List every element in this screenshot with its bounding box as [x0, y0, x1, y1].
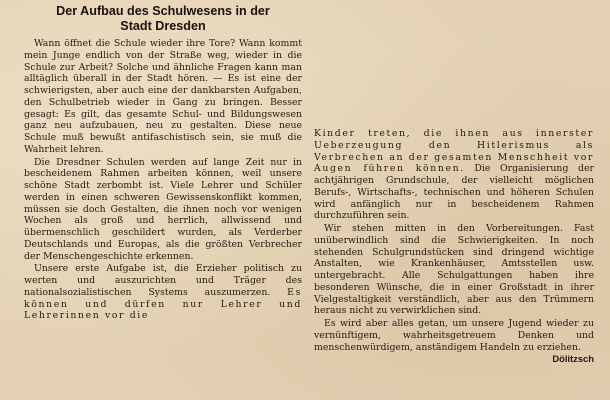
paragraph-3-spaced-text: Es können und dürfen nur Lehrer und Lehrerinnen vor die	[24, 286, 302, 322]
paragraph-6	[314, 318, 594, 365]
right-column	[314, 128, 594, 365]
article-title-line1: Der Aufbau des Schulwesens in der	[56, 4, 270, 18]
paragraph-4	[314, 128, 594, 222]
paragraph-4-text: Die Organisierung der achtjährigen Grundschule, der vielleicht möglichen Berufs-, Wirtschafts-, technischen und höheren Schulen wird anfänglich nur in bescheidenem Rahmen durchzuführen sein.	[314, 163, 594, 222]
article-title-line2: Stadt Dresden	[120, 19, 206, 33]
paragraph-1: Wann öffnet die Schule wieder ihre Tore? Wann kommt mein Junge endlich von der Straße weg, wieder in die Schule zur Arbeit? Solche und ähnliche Fragen kann man alltäglich überall in der Stadt hören. — Es ist eine der schwierigsten, aber auch eine der dankbarsten Aufgaben, den Schulbetrieb wieder in Gang zu bringen. Besser gesagt: Es gilt, das gesamte Schul- und Bildungswesen ganz neu aufzubauen, neu zu gestalten. Diese neue Schule muß bewußt antifaschistisch sein, sie muß die Wahrheit lehren.	[24, 38, 302, 155]
left-column	[24, 4, 302, 322]
paragraph-3	[24, 263, 302, 322]
paragraph-5: Wir stehen mitten in den Vorbereitungen. Fast unüberwindlich sind die Schwierigkeiten. In noch stehenden Schulgrundstücken sind dringend wichtige Anstalten, wie Krankenhäuser, Amtsstellen usw. untergebracht. Alle Schulgattungen haben ihre besonderen Wünsche, die in einer Großstadt in ihrer Vielgestaltigkeit verständlich, aber aus den Trümmern heraus nicht zu verwirklichen sind.	[314, 223, 594, 317]
paragraph-2: Die Dresdner Schulen werden auf lange Zeit nur in bescheidenem Rahmen arbeiten können, weil unsere schöne Stadt zerbombt ist. Viele Lehrer und Schüler werden in einen schweren Gewissenskonflikt kommen, müssen sie doch Gestalten, die ihnen noch vor wenigen Wochen als groß und herrlich, allwissend und übermenschlich geschildert wurden, als Verderber Deutschlands und Europas, als die größten Verbrecher der Menschengeschichte erkennen.	[24, 156, 302, 262]
paragraph-6-text: Es wird aber alles getan, um unsere Jugend wieder zu vernünftigem, wahrheitsgetreuem Denken und menschenwürdigem, anständigem Handeln zu erziehen.	[314, 318, 594, 353]
paragraph-4-spaced-text: Kinder treten, die ihnen aus innerster Ueberzeugung den Hitlerismus als Verbrechen an der gesamten Menschheit vor Augen führen können.	[314, 128, 594, 175]
paragraph-3-text: Unsere erste Aufgabe ist, die Erzieher politisch zu werten und auszurichten und Träger des nationalsozialistischen Systems auszumerzen.	[24, 263, 302, 298]
author-signature: Dölitzsch	[552, 353, 594, 365]
article-title	[24, 4, 302, 34]
